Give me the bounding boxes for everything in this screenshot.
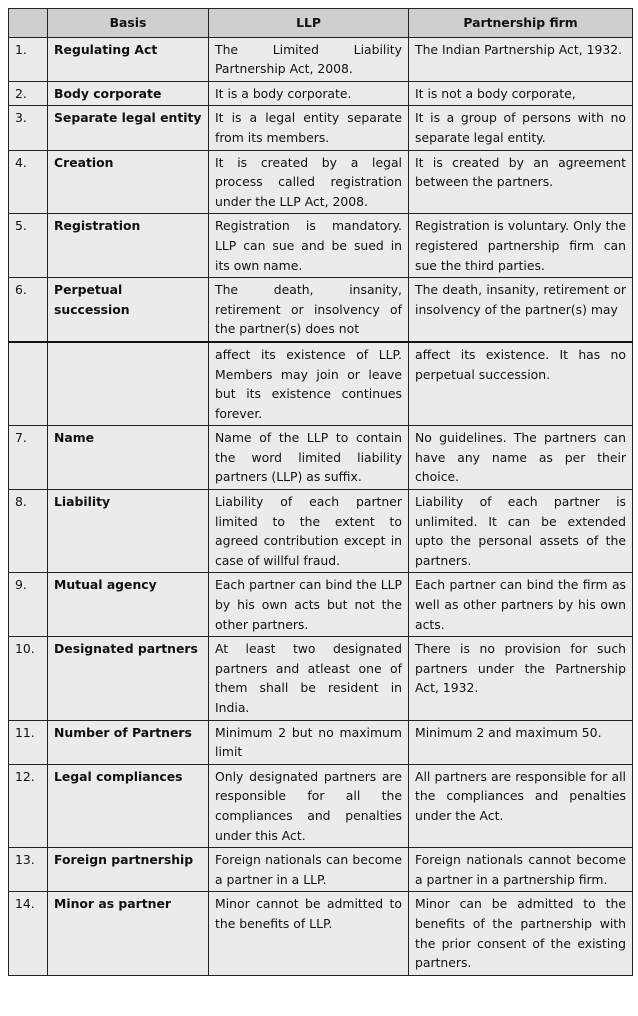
- header-partnership-firm: Partnership firm: [409, 9, 633, 38]
- row-basis: Creation: [48, 150, 209, 214]
- row-number: 11.: [9, 720, 48, 764]
- header-number: [9, 9, 48, 38]
- row-basis: [48, 342, 209, 426]
- table-row: [9, 764, 633, 847]
- row-llp: The Limited Liability Partnership Act, 2008.: [209, 37, 409, 81]
- row-llp: Each partner can bind the LLP by his own acts but not the other partners.: [209, 573, 409, 637]
- table-row: [9, 720, 633, 764]
- table-row: [9, 37, 633, 81]
- row-number: 8.: [9, 490, 48, 573]
- row-firm: It is created by an agreement between the partners.: [409, 150, 633, 214]
- row-basis: Foreign partnership: [48, 848, 209, 892]
- row-number: 1.: [9, 37, 48, 81]
- row-number: 14.: [9, 892, 48, 975]
- row-number: 5.: [9, 214, 48, 278]
- row-basis: Minor as partner: [48, 892, 209, 975]
- row-firm: affect its existence. It has no perpetual succession.: [409, 342, 633, 426]
- row-llp: It is a body corporate.: [209, 81, 409, 106]
- row-firm: Registration is voluntary. Only the registered partnership firm can sue the third parties.: [409, 214, 633, 278]
- row-number: 12.: [9, 764, 48, 847]
- row-number: 3.: [9, 106, 48, 150]
- llp-vs-partnership-table: [8, 8, 633, 976]
- table-row: [9, 214, 633, 278]
- row-llp: Name of the LLP to contain the word limited liability partners (LLP) as suffix.: [209, 426, 409, 490]
- row-llp: Minimum 2 but no maximum limit: [209, 720, 409, 764]
- row-number: 10.: [9, 637, 48, 720]
- table-row: [9, 106, 633, 150]
- row-firm: Each partner can bind the firm as well as other partners by his own acts.: [409, 573, 633, 637]
- table-row: [9, 573, 633, 637]
- table-row: [9, 150, 633, 214]
- row-basis: Number of Partners: [48, 720, 209, 764]
- row-llp: At least two designated partners and atleast one of them shall be resident in India.: [209, 637, 409, 720]
- table-row: [9, 848, 633, 892]
- row-firm: All partners are responsible for all the compliances and penalties under the Act.: [409, 764, 633, 847]
- row-firm: The Indian Partnership Act, 1932.: [409, 37, 633, 81]
- row-firm: There is no provision for such partners under the Partnership Act, 1932.: [409, 637, 633, 720]
- comparison-table-container: [8, 8, 632, 976]
- row-basis: Legal compliances: [48, 764, 209, 847]
- row-firm: It is a group of persons with no separate legal entity.: [409, 106, 633, 150]
- row-basis: Body corporate: [48, 81, 209, 106]
- header-basis: Basis: [48, 9, 209, 38]
- row-llp: It is a legal entity separate from its members.: [209, 106, 409, 150]
- row-firm: Minimum 2 and maximum 50.: [409, 720, 633, 764]
- row-llp: Liability of each partner limited to the extent to agreed contribution except in case of willful fraud.: [209, 490, 409, 573]
- row-firm: Foreign nationals cannot become a partner in a partnership firm.: [409, 848, 633, 892]
- table-row: [9, 490, 633, 573]
- row-number: 4.: [9, 150, 48, 214]
- table-row: [9, 637, 633, 720]
- header-llp: LLP: [209, 9, 409, 38]
- row-basis: Name: [48, 426, 209, 490]
- table-row: [9, 426, 633, 490]
- row-number: 2.: [9, 81, 48, 106]
- header-row: [9, 9, 633, 38]
- table-row: [9, 342, 633, 426]
- row-number: 7.: [9, 426, 48, 490]
- row-basis: Mutual agency: [48, 573, 209, 637]
- row-firm: Liability of each partner is unlimited. It can be extended upto the personal assets of the partners.: [409, 490, 633, 573]
- table-row: [9, 892, 633, 975]
- row-number: 13.: [9, 848, 48, 892]
- row-llp: It is created by a legal process called registration under the LLP Act, 2008.: [209, 150, 409, 214]
- row-basis: Liability: [48, 490, 209, 573]
- row-basis: Regulating Act: [48, 37, 209, 81]
- row-firm: No guidelines. The partners can have any name as per their choice.: [409, 426, 633, 490]
- row-llp: Registration is mandatory. LLP can sue and be sued in its own name.: [209, 214, 409, 278]
- row-llp: affect its existence of LLP. Members may join or leave but its existence continues forever.: [209, 342, 409, 426]
- row-basis: Registration: [48, 214, 209, 278]
- table-body: [9, 37, 633, 975]
- row-number: 9.: [9, 573, 48, 637]
- row-firm: The death, insanity, retirement or insolvency of the partner(s) may: [409, 278, 633, 342]
- row-basis: Separate legal entity: [48, 106, 209, 150]
- row-basis: Designated partners: [48, 637, 209, 720]
- row-firm: Minor can be admitted to the benefits of the partnership with the prior consent of the existing partners.: [409, 892, 633, 975]
- table-row: [9, 81, 633, 106]
- row-number: 6.: [9, 278, 48, 342]
- row-basis: Perpetual succession: [48, 278, 209, 342]
- row-llp: Foreign nationals can become a partner in a LLP.: [209, 848, 409, 892]
- table-row: [9, 278, 633, 342]
- row-llp: Minor cannot be admitted to the benefits of LLP.: [209, 892, 409, 975]
- row-llp: Only designated partners are responsible for all the compliances and penalties under this Act.: [209, 764, 409, 847]
- row-llp: The death, insanity, retirement or insolvency of the partner(s) does not: [209, 278, 409, 342]
- row-firm: It is not a body corporate,: [409, 81, 633, 106]
- row-number: [9, 342, 48, 426]
